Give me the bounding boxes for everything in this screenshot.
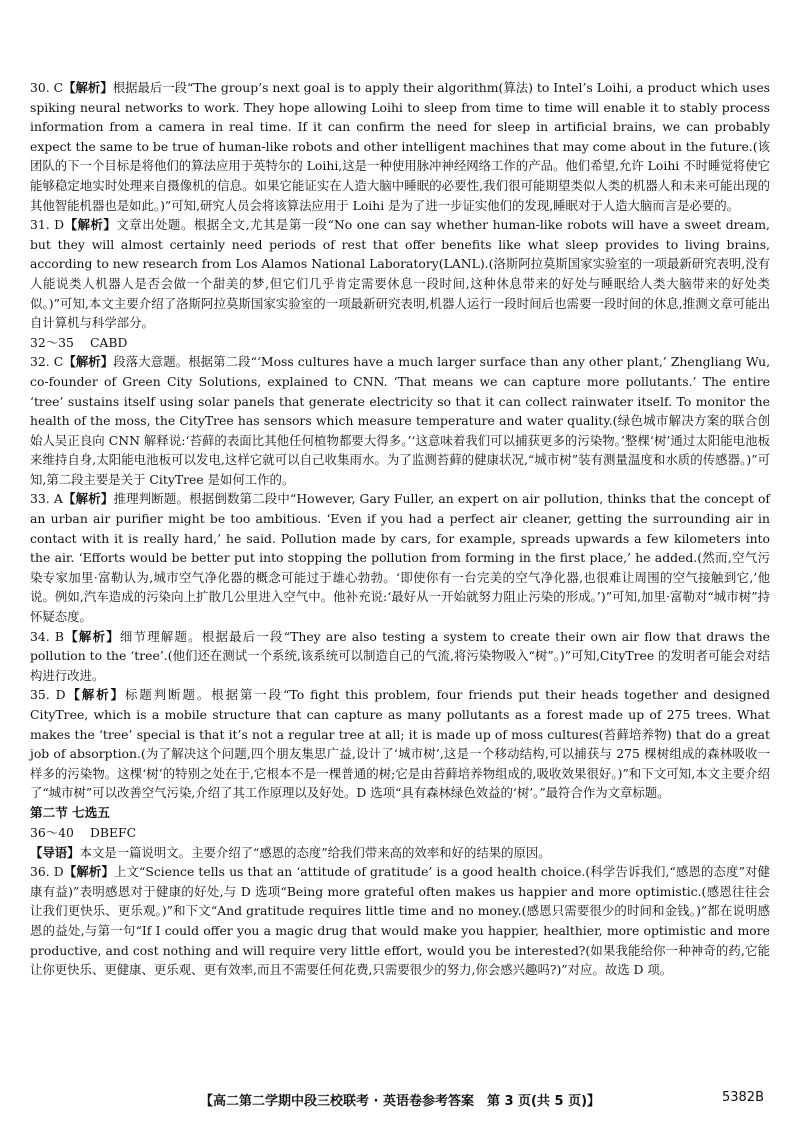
answer-30: 30. C【解析】根据最后一段“The group’s next goal is to apply their algorithm(算法) to Intel’s Loihi, a product which uses spiking neural networks to work. They hope allowing Loihi to sleep from time to time will enable it to stably process information from a camera in real time. If it can confirm the need for sleep in artificial brains, we can probably expect the same to be true of human-like robots and other intelligent machines that may come about in the future.(该团队的下一个目标是将他们的算法应用于英特尔的 Loihi,这是一种使用脉冲神经网络工作的产品。他们希望,允许 Loihi 不时睡觉将使它能够稳定地实时处理来自摄像机的信息。如果它能证实在人造大脑中睡眠的必要性,我们很可能期望类似人类的机器人和未来可能出现的其他智能机器也是如此。)”可知,研究人员会将该算法应用于 Loihi 是为了进一步证实他们的发现,睡眠对于人造大脑而言是必要的。: [30, 80, 771, 213]
answer-35: 35. D【解析】标题判断题。根据第一段“To fight this problem, four friends put their heads together and designed CityTree, which is a mobile structure that can capture as many pollutants as a forest made up of 275 trees. What makes the ‘tree’ special is that it’s not a regular tree at all; it is made up of moss cultures(苔藓培养物) that do a great job of absorption.(为了解决这个问题,四个朋友集思广益,设计了‘城市树’,这是一个移动结构,可以捕获与 275 棵树组成的森林吸收一样多的污染物。这棵‘树’的特别之处在于,它根本不是一棵普通的树;它是由苔藓培养物组成的,吸收效果很好。)”和下文可知,本文主要介绍了“城市树”可以改善空气污染,介绍了其工作原理以及好处。D 选项“具有森林绿色效益的‘树’。”最符合作为文章标题。: [30, 687, 770, 801]
answer-range-36-40: 36～40 DBEFC: [30, 824, 137, 840]
answer-36: 36. D【解析】上文“Science tells us that an ‘attitude of gratitude’ is a good health choice.(科学告诉我们,“感恩的态度”对健康有益)”表明感恩对于健康的好处,与 D 选项“Being more grateful often makes us happier and more optimistic.(感恩往往会让我们更快乐、更乐观。)”和下文“And gratitude requires little time and no money.(感恩只需要很少的时间和金钱。)”都在说明感恩的益处,与第一句“If I could offer you a magic drug that would make you happier, healthier, more optimistic and more productive, and cost nothing and will require very little effort, would you be interested?(如果我能给你一种神奇的药,它能让你更快乐、更健康、更乐观、更有效率,而且不需要任何花费,只需要很少的努力,你会感兴趣吗?)”对应。故选 D 项。: [30, 864, 770, 978]
answer-range-32-35: 32～35 CABD: [30, 334, 128, 350]
footer-code: 5382B: [721, 1090, 764, 1105]
footer-text: 【高二第二学期中段三校联考 · 英语卷参考答案 第 3 页(共 5 页)】: [199, 1094, 601, 1109]
answer-33: 33. A【解析】推理判断题。根据倒数第二段中“However, Gary Fuller, an expert on air pollution, thinks that the concept of an urban air purifier might be too ambitious. ‘Even if you had a perfect air cleaner, getting the surrounding air in contact with it is really hard,’ he said. Pollution made by cars, for example, spreads upwards a few kilometers into the air. ‘Efforts would be better put into stopping the pollution from forming in the first place,’ he added.(然而,空气污染专家加里·富勒认为,城市空气净化器的概念可能过于雄心勃勃。‘即使你有一台完美的空气净化器,也很难让周围的空气接触到它,’他说。例如,汽车造成的污染向上扩散几公里进入空气中。他补充说:‘最好从一开始就努力阻止污染的形成。’)”可知,加里·富勒对“城市树”持怀疑态度。: [30, 491, 771, 625]
answer-34: 34. B【解析】细节理解题。根据最后一段“They are also testing a system to create their own air flow that draws the pollution to the ‘tree’.(他们还在测试一个系统,该系统可以制造自己的气流,将污染物吸入“树”。)”可知,CityTree 的发明者可能会对结构进行改进。: [30, 628, 771, 683]
guide-paragraph: 【导语】本文是一篇说明文。主要介绍了“感恩的态度”给我们带来高的效率和好的结果的原因。: [30, 844, 551, 860]
answer-document: [30, 78, 770, 980]
answer-32: 32. C【解析】段落大意题。根据第二段“‘Moss cultures have a much larger surface than any other plant,’ Zhengliang Wu, co-founder of Green City Solutions, explained to CNN. ‘That means we can capture more pollutants.’ The entire ‘tree’ sustains itself using solar panels that generate electricity so that it can collect rainwater itself. To monitor the health of the moss, the CityTree has sensors which measure temperature and water quality.(绿色城市解决方案的联合创始人吴正良向 CNN 解释说:‘苔藓的表面比其他任何植物都要大得多。’‘这意味着我们可以捕获更多的污染物。’整棵‘树’通过太阳能电池板来维持自身,太阳能电池板可以发电,这样它就可以自己收集雨水。为了监测苔藓的健康状况,“城市树”装有测量温度和水质的传感器。)”可知,第二段主要是关于 CityTree 是如何工作的。: [30, 354, 771, 487]
answer-31: 31. D【解析】文章出处题。根据全文,尤其是第一段“No one can say whether human-like robots will have a sweet dream, but they will almost certainly need periods of rest that offer benefits like what sleep provides to living brains, according to new research from Los Alamos National Laboratory(LANL).(洛斯阿拉莫斯国家实验室的一项最新研究表明,没有人能说类人机器人是否会做一个甜美的梦,但它们几乎肯定需要休息一段时间,这种休息带来的好处与睡眠给人类大脑带来的好处类似。)”可知,本文主要介绍了洛斯阿拉莫斯国家实验室的一项最新研究表明,机器人运行一段时间后也需要一段时间的休息,推测文章可能出自计算机与科学部分。: [30, 217, 770, 331]
page-footer: [0, 1090, 800, 1112]
section-title: 第二节 七选五: [30, 804, 110, 820]
